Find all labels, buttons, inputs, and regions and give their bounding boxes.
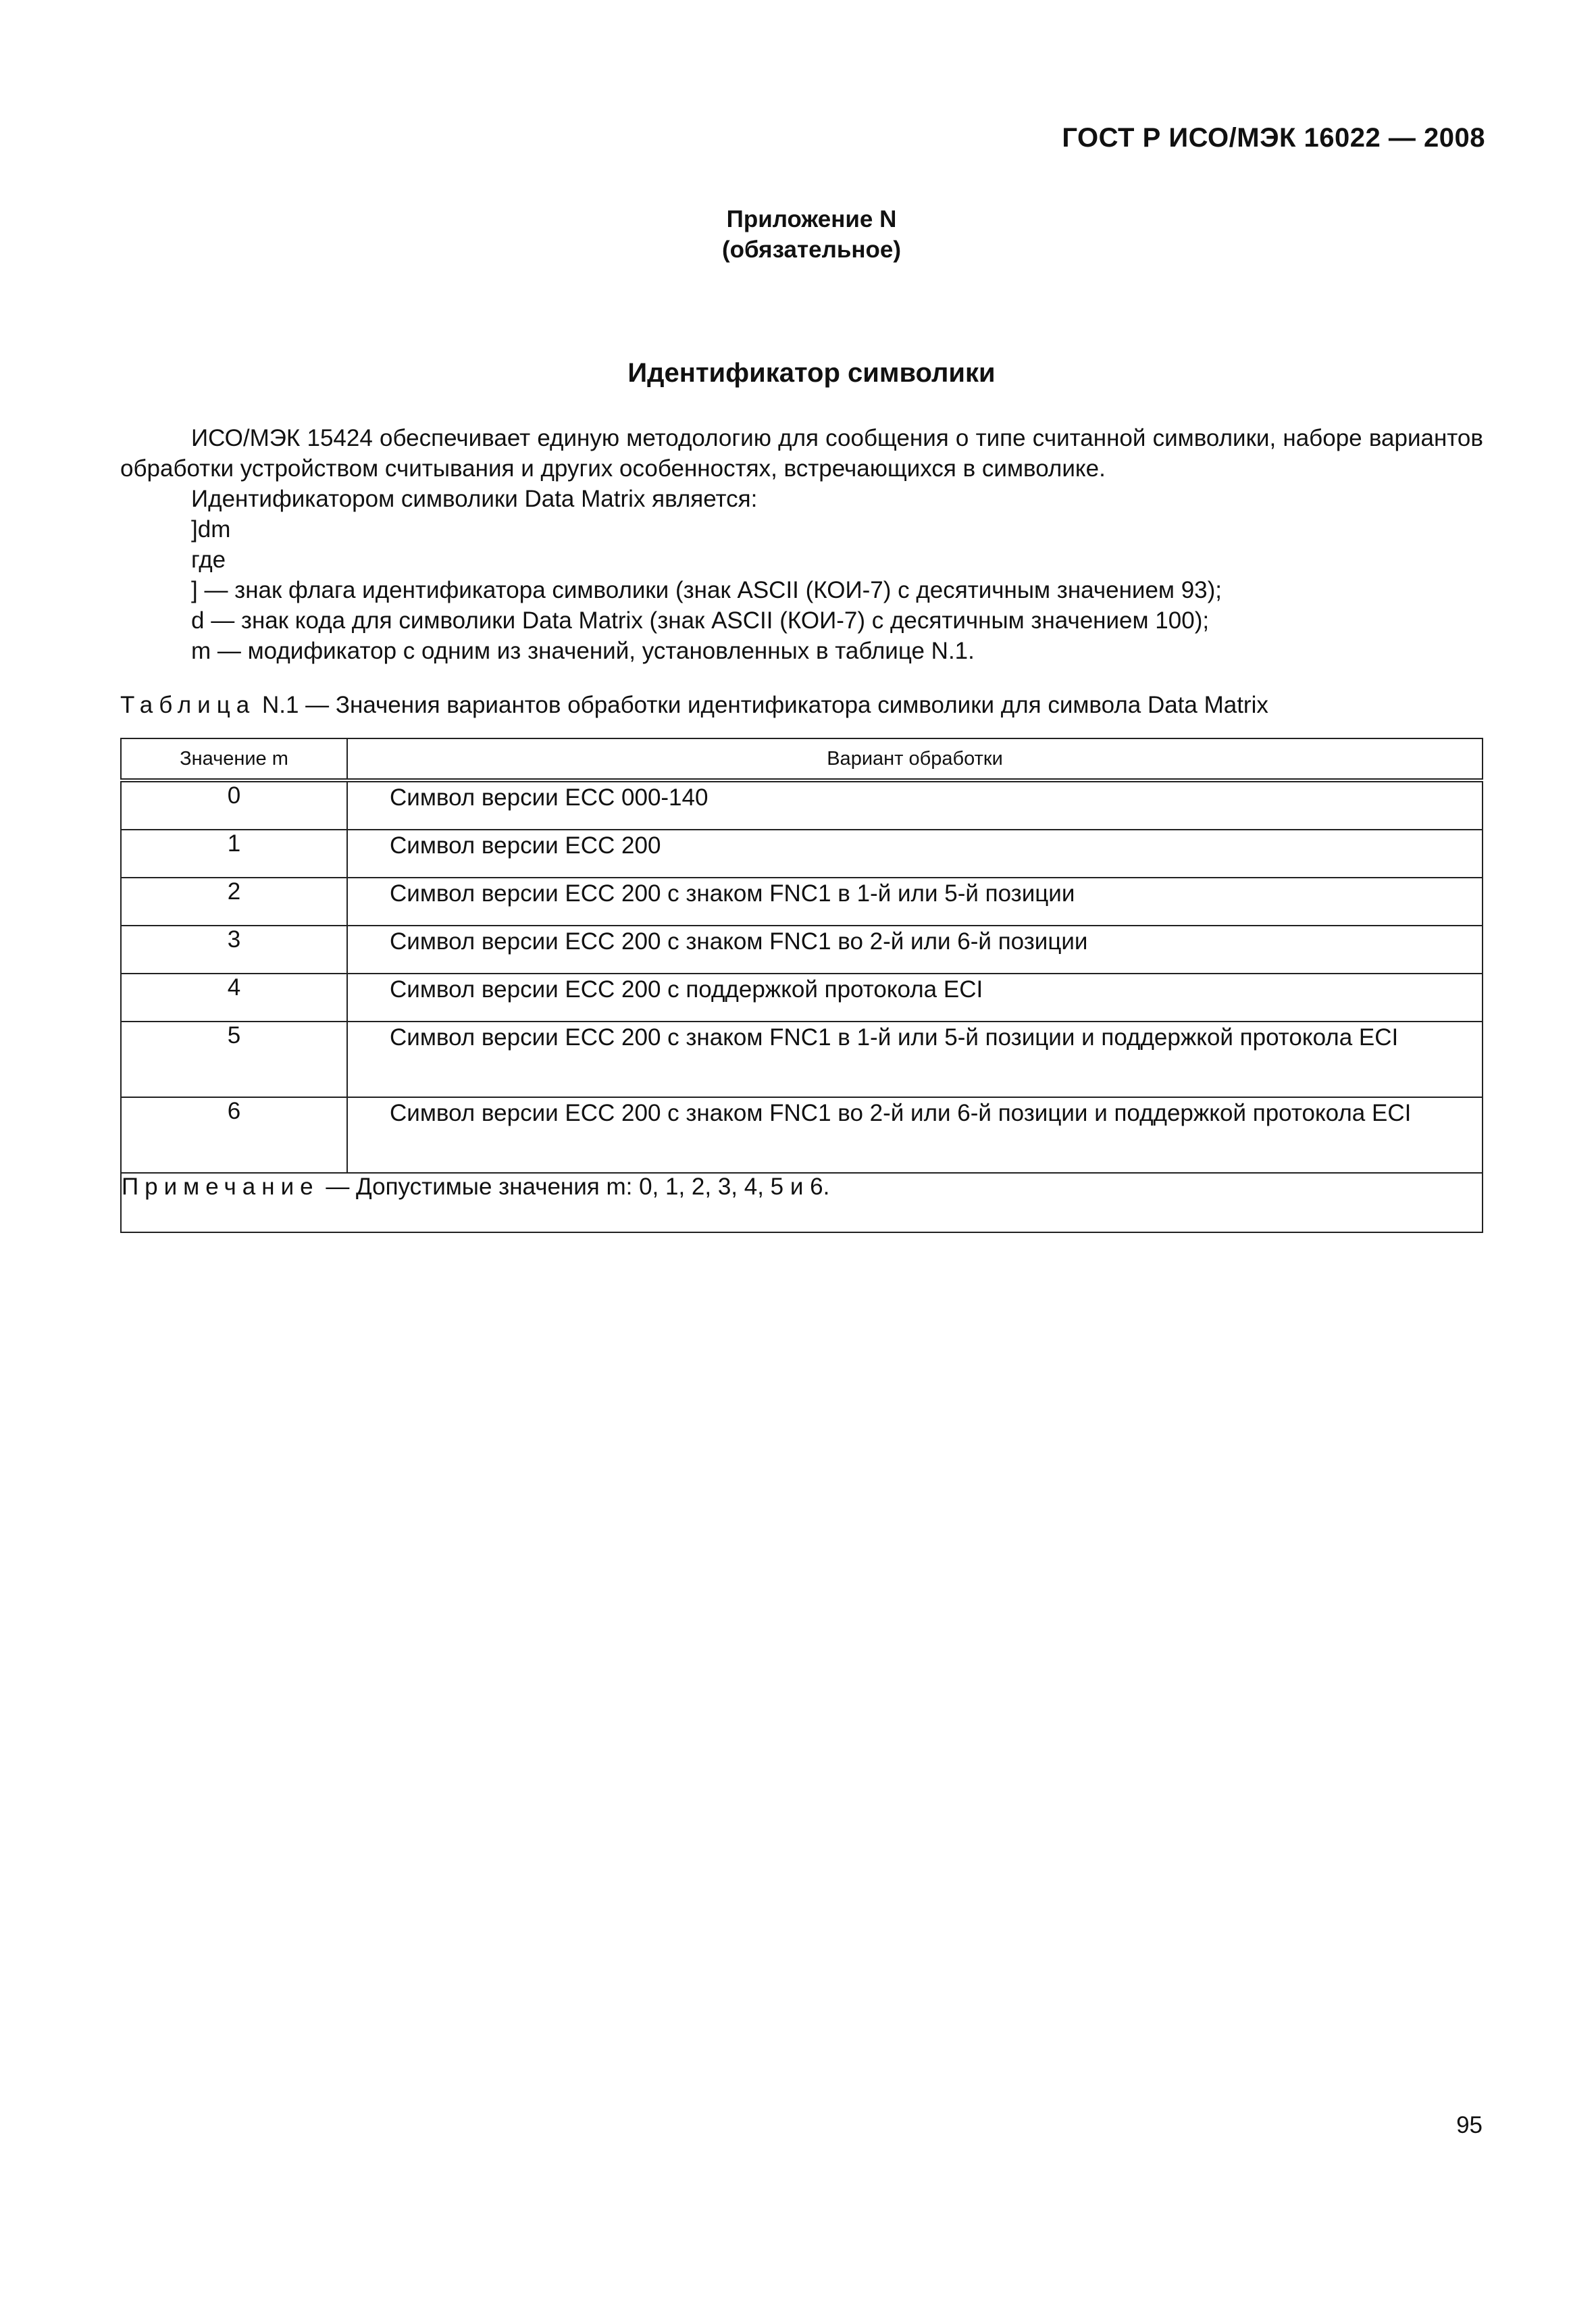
m-definition-line: m — модификатор с одним из значений, установленных в таблице N.1. <box>191 638 975 664</box>
row-option-text: Символ версии ЕСС 200 с знаком FNC1 во 2-й или 6-й позиции <box>390 928 1088 955</box>
row-option-text: Символ версии ЕСС 000-140 <box>390 784 709 811</box>
row-option <box>347 926 1483 974</box>
annex-title: Приложение N <box>726 206 897 232</box>
table-row <box>121 1022 1483 1097</box>
section-title: Идентификатор символики <box>627 358 996 388</box>
row-value: 6 <box>121 1097 347 1173</box>
table-caption-text: N.1 — Значения вариантов обработки идентификатора символики для символа Data Matrix <box>255 692 1268 718</box>
where-line: где <box>191 547 226 573</box>
table-note-row <box>121 1173 1483 1232</box>
flag-definition-line: ] — знак флага идентификатора символики (знак ASCII (КОИ-7) с десятичным значением 93); <box>191 577 1222 603</box>
row-option-text: Символ версии ЕСС 200 <box>390 832 661 859</box>
header-value: Значение m <box>121 738 347 780</box>
standard-code-header: ГОСТ Р ИСО/МЭК 16022 — 2008 <box>1062 123 1485 153</box>
table-note <box>121 1173 1483 1232</box>
row-option <box>347 878 1483 926</box>
row-option <box>347 780 1483 830</box>
identifier-line: ]dm <box>191 516 231 543</box>
row-value: 5 <box>121 1022 347 1097</box>
row-value: 1 <box>121 830 347 878</box>
identifier-intro-line: Идентификатором символики Data Matrix является: <box>191 486 758 512</box>
table-caption-label: Таблица <box>120 692 256 718</box>
table-row <box>121 974 1483 1022</box>
row-option-text: Символ версии ЕСС 200 с знаком FNC1 в 1-й или 5-й позиции и поддержкой протокола ECI <box>390 1024 1399 1051</box>
annex-status: (обязательное) <box>721 236 901 263</box>
row-value: 2 <box>121 878 347 926</box>
table-row <box>121 780 1483 830</box>
row-option <box>347 1097 1483 1173</box>
table-caption <box>120 692 1268 719</box>
row-value: 3 <box>121 926 347 974</box>
table-note-text: — Допустимые значения m: 0, 1, 2, 3, 4, 5 и 6. <box>319 1174 830 1200</box>
table-note-label: Примечание <box>122 1174 319 1200</box>
row-value: 0 <box>121 780 347 830</box>
row-option <box>347 1022 1483 1097</box>
d-definition-line: d — знак кода для символики Data Matrix (знак ASCII (КОИ-7) с десятичным значением 100); <box>191 607 1210 634</box>
row-option-text: Символ версии ЕСС 200 с знаком FNC1 в 1-й или 5-й позиции <box>390 880 1075 907</box>
row-option-text: Символ версии ЕСС 200 с поддержкой протокола ECI <box>390 976 983 1003</box>
header-option: Вариант обработки <box>347 738 1483 780</box>
processing-options-table <box>120 738 1483 1233</box>
row-option-text: Символ версии ЕСС 200 с знаком FNC1 во 2-й или 6-й позиции и поддержкой протокола ECI <box>390 1100 1412 1126</box>
table-row <box>121 926 1483 974</box>
row-option <box>347 830 1483 878</box>
page-number: 95 <box>1456 2112 1483 2138</box>
table-row <box>121 830 1483 878</box>
row-value: 4 <box>121 974 347 1022</box>
intro-paragraph: ИСО/МЭК 15424 обеспечивает единую методологию для сообщения о типе считанной символики, наборе вариантов обработки устройством считывания и других особенностях, встречающихся в символике. <box>120 425 1483 482</box>
table-row <box>121 1097 1483 1173</box>
row-option <box>347 974 1483 1022</box>
table-row <box>121 878 1483 926</box>
